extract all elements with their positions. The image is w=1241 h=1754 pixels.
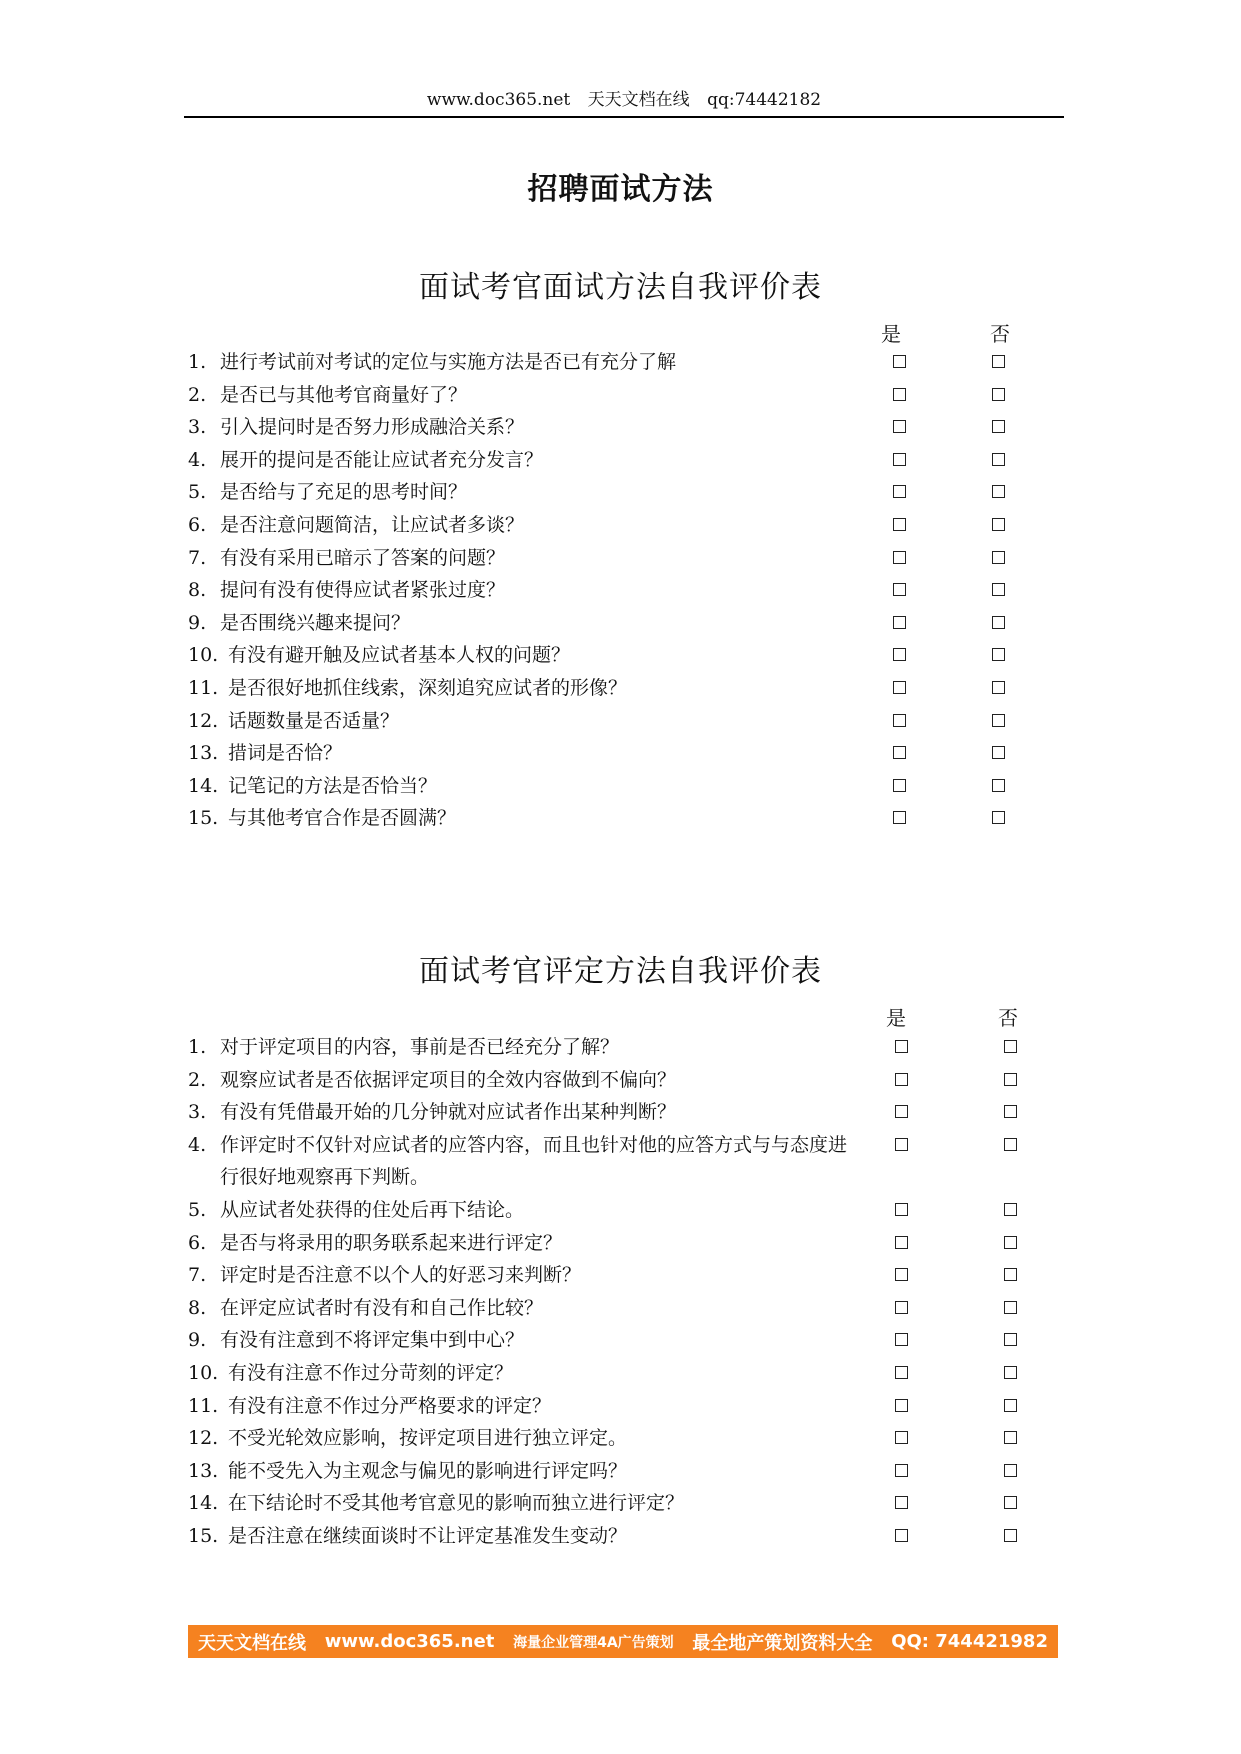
no-checkbox[interactable]	[1004, 1366, 1017, 1379]
header-name: 天天文档在线	[587, 90, 690, 110]
page-title: 招聘面试方法	[527, 172, 714, 207]
yes-checkbox[interactable]	[895, 1040, 908, 1053]
no-checkbox[interactable]	[992, 518, 1005, 531]
item-number: 5.	[188, 481, 207, 504]
yes-checkbox[interactable]	[893, 648, 906, 661]
item-text: 有没有注意不作过分严格要求的评定？	[228, 1394, 552, 1417]
yes-checkbox[interactable]	[895, 1138, 908, 1151]
item-text: 展开的提问是否能让应试者充分发言？	[220, 448, 544, 471]
checklist-row	[188, 1227, 1088, 1260]
item-number: 10.	[188, 1361, 219, 1384]
no-checkbox[interactable]	[992, 453, 1005, 466]
checklist-row	[188, 1194, 1088, 1227]
checklist-row	[188, 1129, 1088, 1194]
yes-checkbox[interactable]	[895, 1268, 908, 1281]
item-number: 14.	[188, 1492, 219, 1515]
section1-yes-header: 是	[881, 322, 901, 346]
checklist-row	[188, 1259, 1088, 1292]
no-checkbox[interactable]	[992, 551, 1005, 564]
yes-checkbox[interactable]	[893, 746, 906, 759]
checklist-row	[188, 770, 1088, 803]
no-checkbox[interactable]	[992, 485, 1005, 498]
no-checkbox[interactable]	[992, 714, 1005, 727]
section2-list	[188, 1031, 1088, 1553]
footer-banner	[188, 1625, 1058, 1658]
yes-checkbox[interactable]	[895, 1203, 908, 1216]
item-text: 是否注意在继续面谈时不让评定基准发生变动？	[228, 1524, 628, 1547]
yes-checkbox[interactable]	[895, 1366, 908, 1379]
header-site: www.doc365.net	[426, 90, 571, 110]
item-text: 不受光轮效应影响，按评定项目进行独立评定。	[228, 1427, 628, 1450]
item-text: 话题数量是否适量？	[228, 709, 400, 732]
checklist-row	[188, 802, 1088, 835]
no-checkbox[interactable]	[1004, 1431, 1017, 1444]
yes-checkbox[interactable]	[893, 779, 906, 792]
checklist-row	[188, 1422, 1088, 1455]
item-text: 有没有凭借最开始的几分钟就对应试者作出某种判断？	[220, 1101, 677, 1124]
yes-checkbox[interactable]	[893, 518, 906, 531]
item-number: 10.	[188, 644, 219, 667]
item-text: 与其他考官合作是否圆满？	[228, 807, 457, 830]
no-checkbox[interactable]	[992, 420, 1005, 433]
footer-slogan2: 最全地产策划资料大全	[692, 1632, 873, 1654]
no-checkbox[interactable]	[992, 648, 1005, 661]
item-number: 1.	[188, 1036, 207, 1058]
page-header	[184, 88, 1064, 118]
no-checkbox[interactable]	[1004, 1138, 1017, 1151]
yes-checkbox[interactable]	[893, 714, 906, 727]
yes-checkbox[interactable]	[893, 811, 906, 824]
checklist-row	[188, 542, 1088, 575]
no-checkbox[interactable]	[992, 616, 1005, 629]
item-text: 是否很好地抓住线索，深刻追究应试者的形像？	[228, 676, 628, 699]
item-text: 能不受先入为主观念与偏见的影响进行评定吗？	[228, 1459, 628, 1482]
yes-checkbox[interactable]	[893, 681, 906, 694]
checklist-row	[188, 705, 1088, 738]
no-checkbox[interactable]	[992, 355, 1005, 368]
item-text: 对于评定项目的内容，事前是否已经充分了解？	[220, 1036, 620, 1058]
item-number: 5.	[188, 1198, 207, 1221]
no-checkbox[interactable]	[1004, 1464, 1017, 1477]
yes-checkbox[interactable]	[893, 583, 906, 596]
footer-site[interactable]: www.doc365.net	[324, 1631, 495, 1652]
no-checkbox[interactable]	[992, 779, 1005, 792]
item-text: 从应试者处获得的住处后再下结论。	[220, 1198, 525, 1221]
item-number: 14.	[188, 774, 219, 797]
item-number: 12.	[188, 709, 219, 732]
yes-checkbox[interactable]	[895, 1301, 908, 1314]
item-text: 在评定应试者时有没有和自己作比较？	[220, 1296, 544, 1319]
checklist-row	[188, 1324, 1088, 1357]
checklist-row	[188, 1096, 1088, 1129]
checklist-row	[188, 1520, 1088, 1553]
item-number: 4.	[188, 1133, 207, 1156]
no-checkbox[interactable]	[992, 746, 1005, 759]
yes-checkbox[interactable]	[893, 388, 906, 401]
item-number: 2.	[188, 383, 207, 406]
item-number: 2.	[188, 1068, 207, 1091]
no-checkbox[interactable]	[1004, 1333, 1017, 1346]
item-number: 15.	[188, 807, 219, 830]
footer-qq: QQ: 744421982	[891, 1631, 1048, 1652]
item-text: 有没有采用已暗示了答案的问题？	[220, 546, 506, 569]
no-checkbox[interactable]	[992, 811, 1005, 824]
item-text: 是否注意问题简洁，让应试者多谈？	[220, 513, 525, 536]
item-text: 观察应试者是否依据评定项目的全效内容做到不偏向？	[220, 1068, 677, 1091]
section2-yes-header: 是	[886, 1006, 906, 1030]
footer-slogan1: 海量企业管理4A广告策划	[513, 1634, 674, 1651]
item-number: 6.	[188, 1231, 207, 1254]
section1-no-header: 否	[990, 322, 1010, 346]
checklist-row	[188, 1487, 1088, 1520]
yes-checkbox[interactable]	[895, 1529, 908, 1542]
no-checkbox[interactable]	[1004, 1203, 1017, 1216]
item-text: 有没有避开触及应试者基本人权的问题？	[228, 644, 571, 667]
item-number: 8.	[188, 579, 207, 602]
item-number: 3.	[188, 416, 207, 439]
no-checkbox[interactable]	[1004, 1399, 1017, 1412]
item-text: 是否给与了充足的思考时间？	[220, 481, 468, 504]
checklist-row	[188, 476, 1088, 509]
checklist-row	[188, 444, 1088, 477]
item-number: 4.	[188, 448, 207, 471]
item-number: 7.	[188, 546, 207, 569]
item-text: 有没有注意到不将评定集中到中心？	[220, 1329, 525, 1352]
checklist-row	[188, 607, 1088, 640]
no-checkbox[interactable]	[1004, 1301, 1017, 1314]
checklist-row	[188, 639, 1088, 672]
checklist-row	[188, 1357, 1088, 1390]
yes-checkbox[interactable]	[893, 485, 906, 498]
item-number: 7.	[188, 1264, 207, 1287]
yes-checkbox[interactable]	[895, 1399, 908, 1412]
yes-checkbox[interactable]	[895, 1464, 908, 1477]
section1-list	[188, 346, 1088, 835]
item-number: 9.	[188, 1329, 207, 1352]
item-number: 12.	[188, 1427, 219, 1450]
item-number: 13.	[188, 1459, 219, 1482]
item-text: 评定时是否注意不以个人的好恶习来判断？	[220, 1264, 582, 1287]
yes-checkbox[interactable]	[895, 1333, 908, 1346]
no-checkbox[interactable]	[1004, 1529, 1017, 1542]
checklist-row	[188, 672, 1088, 705]
section2-no-header: 否	[998, 1006, 1018, 1030]
yes-checkbox[interactable]	[895, 1105, 908, 1118]
item-text: 是否围绕兴趣来提问？	[220, 611, 411, 634]
checklist-row	[188, 1455, 1088, 1488]
no-checkbox[interactable]	[1004, 1105, 1017, 1118]
checklist-row	[188, 1292, 1088, 1325]
checklist-row	[188, 737, 1088, 770]
checklist-row	[188, 574, 1088, 607]
item-number: 15.	[188, 1524, 219, 1547]
yes-checkbox[interactable]	[895, 1496, 908, 1509]
yes-checkbox[interactable]	[893, 616, 906, 629]
no-checkbox[interactable]	[1004, 1268, 1017, 1281]
item-text: 提问有没有使得应试者紧张过度？	[220, 579, 506, 602]
no-checkbox[interactable]	[1004, 1073, 1017, 1086]
item-number: 9.	[188, 611, 207, 634]
yes-checkbox[interactable]	[893, 420, 906, 433]
item-text: 引入提问时是否努力形成融洽关系？	[220, 416, 525, 439]
yes-checkbox[interactable]	[893, 355, 906, 368]
item-text: 进行考试前对考试的定位与实施方法是否已有充分了解	[220, 351, 677, 373]
no-checkbox[interactable]	[1004, 1236, 1017, 1249]
no-checkbox[interactable]	[992, 583, 1005, 596]
no-checkbox[interactable]	[992, 681, 1005, 694]
section2-title: 面试考官评定方法自我评价表	[419, 954, 822, 989]
header-qq: qq:74442182	[707, 90, 822, 110]
item-text: 记笔记的方法是否恰当？	[228, 774, 438, 797]
item-number: 8.	[188, 1296, 207, 1319]
checklist-row	[188, 346, 1088, 379]
item-number: 11.	[188, 676, 219, 699]
item-number: 6.	[188, 513, 207, 536]
yes-checkbox[interactable]	[895, 1236, 908, 1249]
no-checkbox[interactable]	[1004, 1040, 1017, 1053]
item-number: 1.	[188, 351, 207, 373]
item-number: 3.	[188, 1101, 207, 1124]
no-checkbox[interactable]	[992, 388, 1005, 401]
checklist-row	[188, 1064, 1088, 1097]
yes-checkbox[interactable]	[893, 551, 906, 564]
checklist-row	[188, 379, 1088, 412]
item-text: 在下结论时不受其他考官意见的影响而独立进行评定？	[228, 1492, 685, 1515]
checklist-row	[188, 1031, 1088, 1064]
item-text: 有没有注意不作过分苛刻的评定？	[228, 1361, 514, 1384]
no-checkbox[interactable]	[1004, 1496, 1017, 1509]
checklist-row	[188, 411, 1088, 444]
yes-checkbox[interactable]	[893, 453, 906, 466]
item-text: 作评定时不仅针对应试者的应答内容，而且也针对他的应答方式与与态度进行很好地观察再下判断。	[220, 1133, 848, 1189]
item-text: 是否已与其他考官商量好了？	[220, 383, 468, 406]
yes-checkbox[interactable]	[895, 1073, 908, 1086]
item-number: 13.	[188, 742, 219, 765]
footer-brand: 天天文档在线	[198, 1632, 306, 1654]
section1-title: 面试考官面试方法自我评价表	[419, 270, 822, 305]
checklist-row	[188, 509, 1088, 542]
item-text: 是否与将录用的职务联系起来进行评定？	[220, 1231, 563, 1254]
item-text: 措词是否恰？	[228, 742, 343, 765]
checklist-row	[188, 1390, 1088, 1423]
yes-checkbox[interactable]	[895, 1431, 908, 1444]
item-number: 11.	[188, 1394, 219, 1417]
